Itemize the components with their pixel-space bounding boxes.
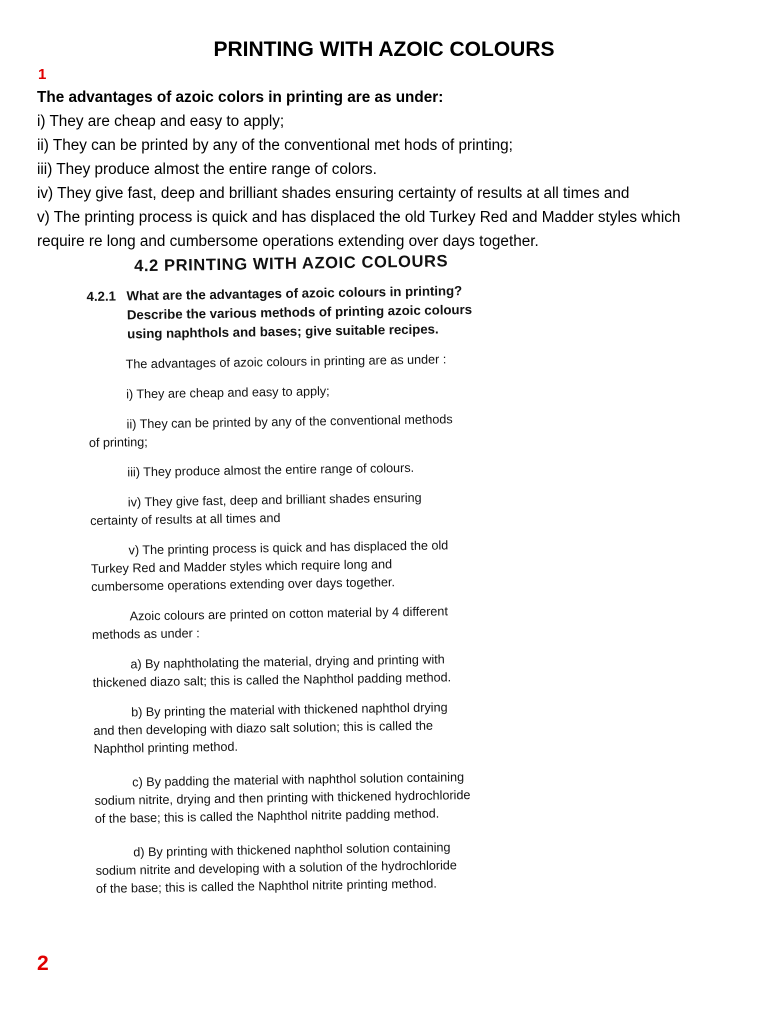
scan-method-a-cont: thickened diazo salt; this is called the Naphthol padding method. (92, 670, 452, 690)
scan-question (86, 280, 517, 344)
page-marker-2: 2 (37, 952, 49, 975)
typed-text-block (37, 86, 737, 254)
scan-method-b-cont-2: Naphthol printing method. (93, 739, 239, 756)
scan-question-line-1: What are the advantages of azoic colours in printing? (126, 283, 463, 304)
advantage-line-5: v) The printing process is quick and has displaced the old Turkey Red and Madder styles which (37, 209, 681, 226)
scanned-page (86, 251, 526, 898)
scan-item-i: i) They are cheap and easy to apply; (126, 384, 330, 402)
scan-item-ii: ii) They can be printed by any of the conventional methods (126, 412, 453, 432)
advantage-line-1: i) They are cheap and easy to apply; (37, 113, 285, 130)
advantage-line-6: require re long and cumbersome operations extending over days together. (37, 233, 539, 250)
scan-method-c-cont-1: sodium nitrite, drying and then printing with thickened hydrochloride (94, 788, 471, 808)
scan-method-d: d) By printing with thickened naphthol solution containing (133, 840, 451, 860)
scan-method-c-cont-2: of the base; this is called the Naphthol nitrite padding method. (94, 806, 440, 826)
scan-item-ii-cont: of printing; (88, 435, 148, 450)
scan-method-c: c) By padding the material with naphthol solution containing (132, 770, 465, 790)
scan-item-iv: iv) They give fast, deep and brilliant shades ensuring (127, 490, 422, 510)
scan-question-number: 4.2.1 (86, 288, 117, 304)
page-marker-1: 1 (38, 66, 47, 83)
scan-item-v-cont-1: Turkey Red and Madder styles which require long and (90, 557, 393, 576)
advantages-heading: The advantages of azoic colors in printing are as under: (37, 89, 444, 106)
scan-intro: The advantages of azoic colours in printing are as under : (125, 352, 447, 372)
advantage-line-4: iv) They give fast, deep and brilliant shades ensuring certainty of results at all times and (37, 185, 630, 202)
scan-methods-intro: Azoic colours are printed on cotton material by 4 different (129, 604, 448, 624)
scan-item-v-cont-2: cumbersome operations extending over days together. (91, 575, 396, 594)
scan-question-line-3: using naphthols and bases; give suitable recipes. (127, 321, 439, 342)
advantage-line-2: ii) They can be printed by any of the conventional met hods of printing; (37, 137, 513, 154)
scan-method-b: b) By printing the material with thickened naphthol drying (131, 700, 448, 720)
scan-method-d-cont-1: sodium nitrite and developing with a solution of the hydrochloride (95, 858, 457, 878)
scan-method-d-cont-2: of the base; this is called the Naphthol nitrite printing method. (95, 876, 437, 896)
page-title: PRINTING WITH AZOIC COLOURS (213, 38, 555, 61)
scan-question-line-2: Describe the various methods of printing azoic colours (126, 301, 473, 323)
scan-section-title: 4.2 PRINTING WITH AZOIC COLOURS (133, 252, 449, 276)
scan-methods-intro-cont: methods as under : (91, 626, 200, 642)
scan-method-b-cont-1: and then developing with diazo salt solution; this is called the (93, 718, 434, 738)
scan-item-v: v) The printing process is quick and has displaced the old (128, 538, 449, 558)
advantage-line-3: iii) They produce almost the entire range of colors. (37, 161, 377, 178)
scan-item-iv-cont: certainty of results at all times and (90, 510, 281, 528)
scan-item-iii: iii) They produce almost the entire range of colours. (127, 460, 415, 480)
scan-method-a: a) By naphtholating the material, drying and printing with (130, 652, 445, 672)
